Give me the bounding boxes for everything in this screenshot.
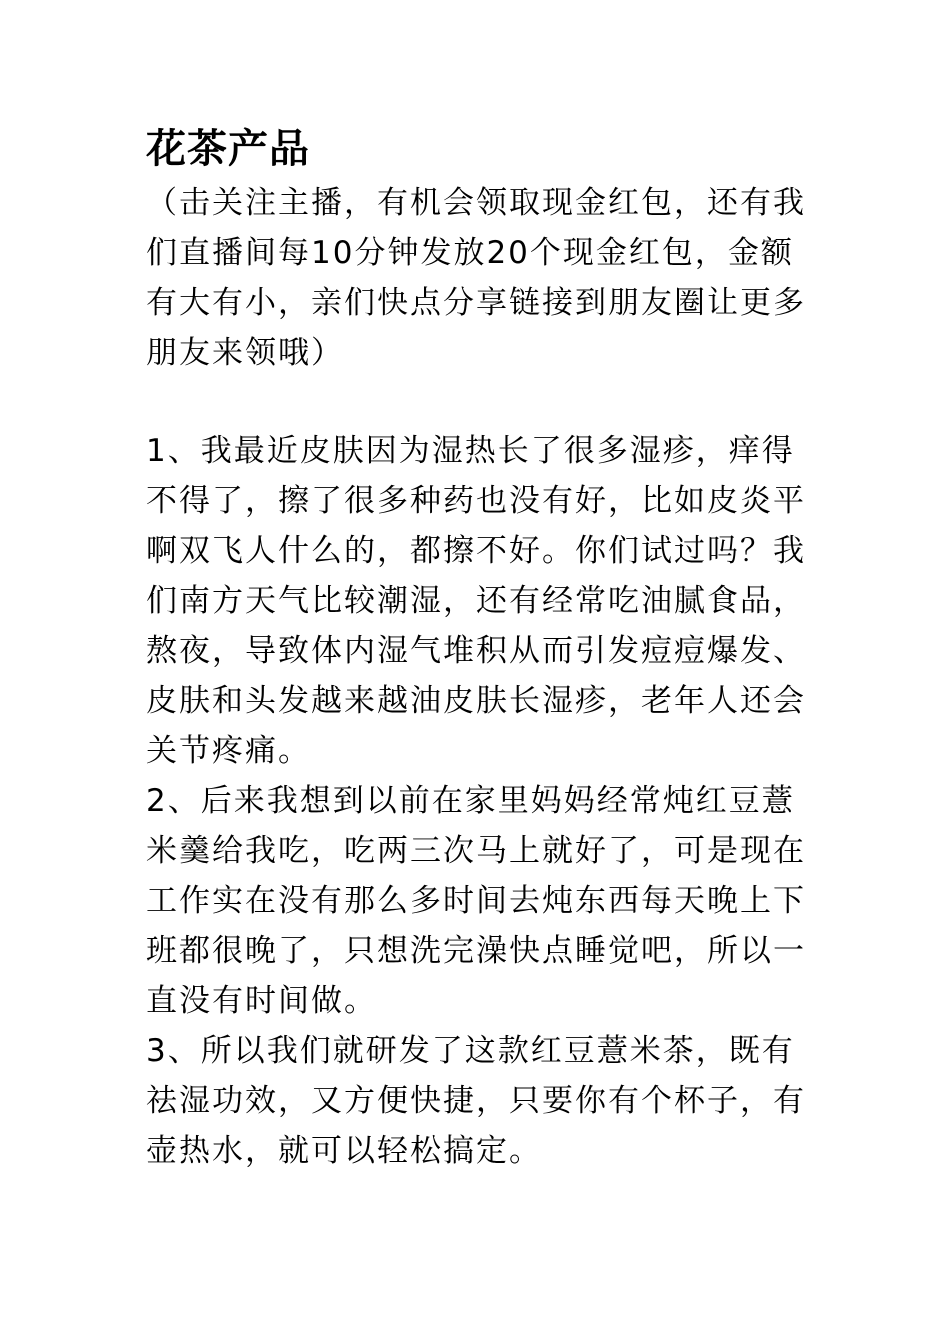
point-paragraph-2: 2、后来我想到以前在家里妈妈经常炖红豆薏米羹给我吃，吃两三次马上就好了，可是现在工作实在没有那么多时间去炖东西每天晚上下班都很晚了，只想洗完澡快点睡觉吧，所以一直没有时间做。 <box>146 783 806 1019</box>
point-paragraph-3: 3、所以我们就研发了这款红豆薏米茶，既有祛湿功效，又方便快捷，只要你有个杯子，有壶热水，就可以轻松搞定。 <box>146 1033 806 1169</box>
document-body <box>146 122 810 1176</box>
intro-paragraph: （击关注主播，有机会领取现金红包，还有我们直播间每10分钟发放20个现金红包，金额有大有小，亲们快点分享链接到朋友圈让更多朋友来领哦） <box>146 185 806 371</box>
paragraph-spacer <box>146 378 810 426</box>
point-paragraph-1: 1、我最近皮肤因为湿热长了很多湿疹，痒得不得了，擦了很多种药也没有好，比如皮炎平啊双飞人什么的，都擦不好。你们试过吗？我们南方天气比较潮湿，还有经常吃油腻食品，熬夜，导致体内湿气堆积从而引发痘痘爆发、皮肤和头发越来越油皮肤长湿疹，老年人还会关节疼痛。 <box>146 433 806 769</box>
page-title: 花茶产品 <box>146 125 310 172</box>
